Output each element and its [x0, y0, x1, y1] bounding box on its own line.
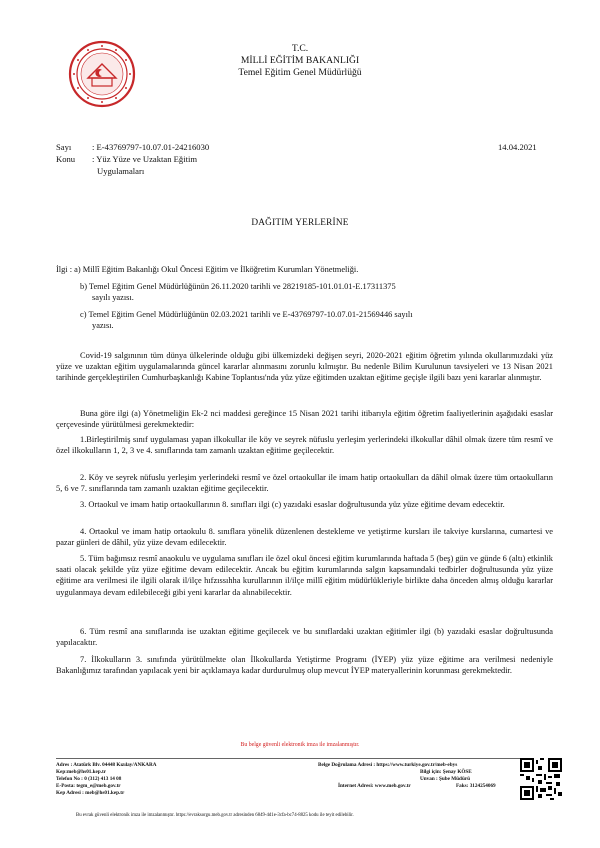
footer-fax: Faks: 3124254069	[456, 783, 496, 789]
footer-divider	[56, 758, 553, 759]
paragraph-basis: Buna göre ilgi (a) Yönetmeliğin Ek-2 nci maddesi gereğince 15 Nisan 2021 tarihi itibarıyla eğitim öğretim faaliyetlerinin aşağıdaki esaslar çerçevesinde yürütülmesi gerekmektedir:	[56, 409, 553, 430]
ilgi-a: İlgi : a) Millî Eğitim Bakanlığı Okul Öncesi Eğitim ve İlköğretim Kurumları Yönetmeliği.	[56, 265, 359, 274]
paragraph-intro: Covid-19 salgınının tüm dünya ülkelerinde olduğu gibi ülkemizdeki değişen seyri, 2020-2021 eğitim öğretim yılında okullarımızdaki yüz yüze ve uzaktan eğitim uygulamalarında güncel kararlar alınmasını zorunlu kılmıştır. Bu nedenle Bilim Kurulunun tavsiyeleri ve 13 Nisan 2021 tarihinde gerçekleştirilen Cumhurbaşkanlığı Kabine Toplantısı'nda yüz yüze eğitimden uzaktan eğitime geçişle ilgili bazı yeni kararlar alınmıştır.	[56, 351, 553, 383]
footer-verification-text: Bu evrak güvenli elektronik imza ile imzalanmıştır. https://evraksorgu.meb.gov.tr adresinden 6849-4d1e-3cfa-bc74-8825 kodu ile teyit edilebilir.	[76, 813, 354, 818]
paragraph-item-4: 4. Ortaokul ve imam hatip ortaokulu 8. sınıflara yönelik düzenlenen destekleme ve yetiştirme kursları ile takviye kurslarına, cumartesi ve pazar günleri de dâhil, yüz yüze devam edilecektir.	[56, 527, 553, 548]
footer-email-link[interactable]: E-Posta: tegm_e@meb.gov.tr	[56, 783, 121, 789]
sayi-value: : E-43769797-10.07.01-24216030	[92, 142, 210, 152]
footer-kep: Kep:meb@hs01.kep.tr	[56, 769, 107, 775]
ilgi-c: c) Temel Eğitim Genel Müdürlüğünün 02.03.2021 tarihli ve E-43769797-10.07.01-21569446 sayılı	[80, 310, 413, 319]
header-directorate: Temel Eğitim Genel Müdürlüğü	[238, 67, 362, 78]
ilgi-c-cont: yazısı.	[92, 321, 114, 330]
qr-code-icon	[520, 758, 562, 800]
footer-phone: Telefon No : 0 (312) 413 14 08	[56, 776, 122, 782]
ilgi-b-cont: sayılı yazısı.	[92, 293, 134, 302]
paragraph-item-6: 6. Tüm resmî ana sınıflarında ise uzaktan eğitime geçilecek ve bu sınıflardaki uzaktan eğitimler ilgi (b) yazıdaki esaslar doğrultusunda yapılacaktır.	[56, 627, 553, 648]
paragraph-item-7: 7. İlkokulların 3. sınıfında yürütülmekte olan İlkokullarda Yetiştirme Programı (İYEP) yüz yüze eğitime ara verilmesi nedeniyle Bakanlığımız tarafından yapılacak yeni bir açıklamaya kadar durdurulmuş olup mevcut İYEP materyallerinin korunması gerekmektedir.	[56, 655, 553, 676]
footer-kep-address: Kep Adresi : meb@hs01.kep.tr	[56, 790, 125, 796]
paragraph-item-3: 3. Ortaokul ve imam hatip ortaokullarının 8. sınıfları ilgi (c) yazıdaki esaslar doğrultusunda yüz yüze eğitime devam edecektir.	[80, 500, 505, 509]
footer-title: Unvan : Şube Müdürü	[420, 776, 471, 782]
konu-value-cont: Uygulamaları	[97, 166, 145, 176]
verify-link[interactable]: Belge Doğrulama Adresi : https://www.turkiye.gov.tr/meb-ebys	[318, 762, 458, 768]
paragraph-item-5: 5. Tüm bağımsız resmî anaokulu ve uygulama sınıfları ile özel okul öncesi eğitim kurumlarında haftada 5 (beş) gün ve günde 6 (altı) etkinlik saati olacak şekilde yüz yüze eğitime devam edilecektir. Ancak bu eğitim kurumlarında salgın kapsamındaki tedbirler doğrultusunda yüz yüze eğitime ara verilmesi ile ilgili olarak il/ilçe hıfzıssıhha kurullarının il/ilçe millî eğitim müdürlükleriyle birlikte daha önceden almış olduğu kararlar uygulanmaya devam edilebileceği gibi yeni kararlar da alınabilecektir.	[56, 554, 553, 597]
ministry-seal-icon	[68, 40, 136, 108]
document-date: 14.04.2021	[498, 142, 537, 152]
header-tc: T.C.	[291, 43, 309, 54]
website-link[interactable]: İnternet Adresi: www.meb.gov.tr	[338, 783, 411, 789]
paragraph-item-1: 1.Birleştirilmiş sınıf uygulaması yapan ilkokullar ile köy ve seyrek nüfuslu yerleşim yerlerindeki ilkokullar dâhil olmak üzere tüm resmî ve özel ilkokulların 1, 2, 3 ve 4. sınıflarında tam zamanlı uzaktan eğitime geçilecektir.	[56, 435, 553, 456]
ilgi-b: b) Temel Eğitim Genel Müdürlüğünün 26.11.2020 tarihli ve 28219185-101.01.01-E.17311375	[80, 282, 396, 291]
header-ministry: MİLLİ EĞİTİM BAKANLIĞI	[240, 55, 360, 66]
konu-label: Konu	[56, 154, 76, 164]
konu-value: : Yüz Yüze ve Uzaktan Eğitim	[92, 154, 198, 164]
paragraph-item-2: 2. Köy ve seyrek nüfuslu yerleşim yerlerindeki resmî ve özel ortaokullar ile imam hatip ortaokulları da dâhil olmak üzere tüm ortaokulların 5, 6 ve 7. sınıflarında tam zamanlı uzaktan eğitime geçilecektir.	[56, 473, 553, 494]
e-signature-note: Bu belge güvenli elektronik imza ile imzalanmıştır.	[240, 742, 360, 748]
footer-address: Adres : Atatürk Blv. 04448 Kızılay/ANKARA	[56, 762, 157, 768]
distribution-title: DAĞITIM YERLERİNE	[251, 218, 349, 228]
sayi-label: Sayı	[56, 142, 72, 152]
footer-website	[338, 783, 411, 790]
footer-contact-person: Bilgi için: Şenay KÖSE	[420, 769, 472, 775]
